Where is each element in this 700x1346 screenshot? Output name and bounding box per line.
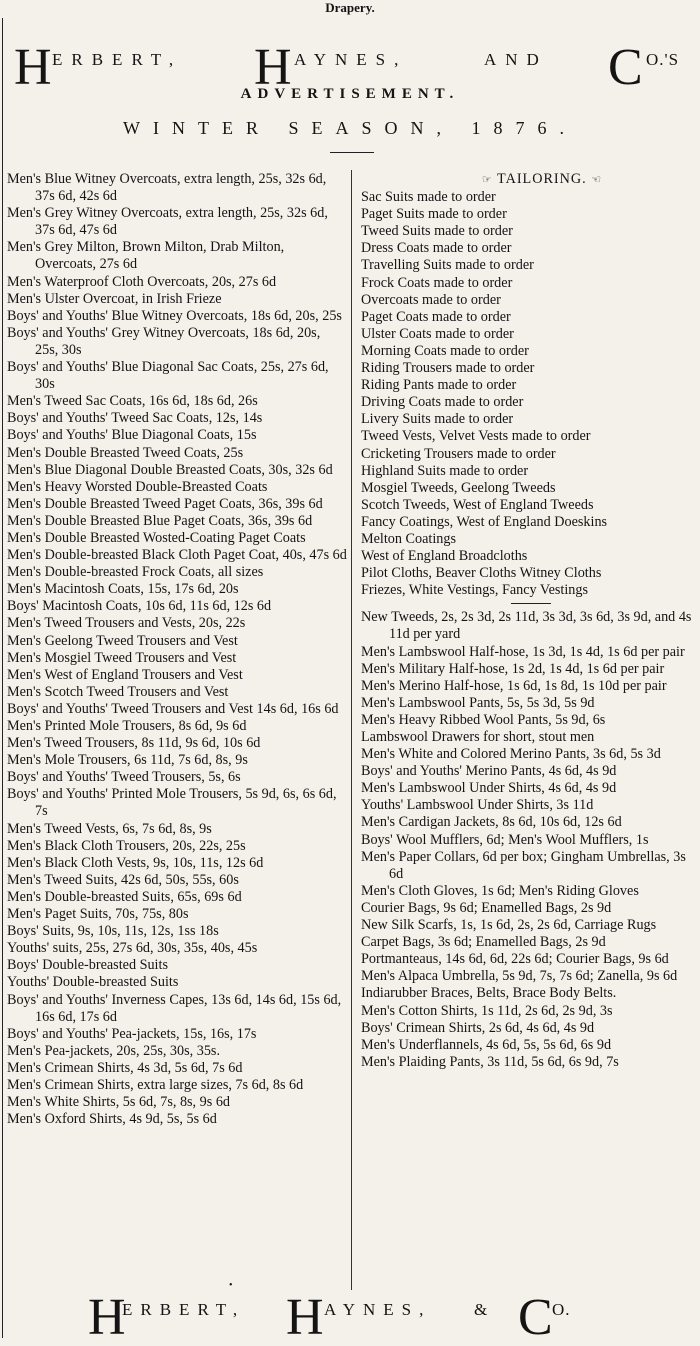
right-item: Boys' Wool Mufflers, 6d; Men's Wool Mufflers, 1s <box>361 831 649 848</box>
right-item: Men's Cloth Gloves, 1s 6d; Men's Riding Gloves <box>361 882 639 899</box>
tailoring-item: Melton Coatings <box>361 530 456 547</box>
left-item: Men's Grey Milton, Brown Milton, Drab Milton, Overcoats, 27s 6d <box>7 239 285 273</box>
left-item: Youths' Double-breasted Suits <box>7 974 179 991</box>
left-item: Boys' and Youths' Blue Witney Overcoats, 18s 6d, 20s, 25s <box>7 307 342 324</box>
tailoring-item: West of England Broadcloths <box>361 548 528 565</box>
tailoring-item: Pilot Cloths, Beaver Cloths Witney Cloths <box>361 565 602 582</box>
tailoring-item: Travelling Suits made to order <box>361 257 534 274</box>
footer-word-co: O. <box>552 1300 571 1319</box>
tailoring-item: Highland Suits made to order <box>361 462 529 479</box>
advertisement-title: ADVERTISEMENT. <box>240 86 460 102</box>
left-item: Men's Mole Trousers, 6s 11d, 7s 6d, 8s, 9s <box>7 752 248 769</box>
left-item: Men's Oxford Shirts, 4s 9d, 5s, 5s 6d <box>7 1111 217 1128</box>
left-item: Men's Double Breasted Wosted-Coating Paget Coats <box>7 529 306 546</box>
left-item: Men's Pea-jackets, 20s, 25s, 30s, 35s. <box>7 1042 220 1059</box>
hand-pointing-right-icon: ☞ <box>481 174 493 186</box>
left-column <box>7 171 347 1128</box>
tailoring-item: Riding Trousers made to order <box>361 360 535 377</box>
right-item: Men's Merino Half-hose, 1s 6d, 1s 8d, 1s 10d per pair <box>361 677 667 694</box>
tailoring-item: Friezes, White Vestings, Fancy Vestings <box>361 582 588 599</box>
column-divider <box>351 170 352 1290</box>
left-item: Men's Tweed Trousers and Vests, 20s, 22s <box>7 615 246 632</box>
tailoring-item: Ulster Coats made to order <box>361 325 514 342</box>
left-item: Men's White Shirts, 5s 6d, 7s, 8s, 9s 6d <box>7 1094 231 1111</box>
right-item: Portmanteaus, 14s 6d, 6d, 22s 6d; Courier Bags, 9s 6d <box>361 951 669 968</box>
left-item: Boys' and Youths' Tweed Trousers and Vest 14s 6d, 16s 6d <box>7 700 339 717</box>
right-column <box>361 171 693 1071</box>
firm-initial-h1: H <box>14 39 52 96</box>
firm-initial-c: C <box>608 39 643 96</box>
right-item: Men's Lambswool Pants, 5s, 5s 3d, 5s 9d <box>361 694 595 711</box>
tailoring-item: Fancy Coatings, West of England Doeskins <box>361 513 608 530</box>
right-item: Boys' Crimean Shirts, 2s 6d, 4s 6d, 4s 9d <box>361 1019 595 1036</box>
left-item: Men's Crimean Shirts, 4s 3d, 5s 6d, 7s 6d <box>7 1059 243 1076</box>
left-item: Men's Double-breasted Black Cloth Paget Coat, 40s, 47s 6d <box>7 547 347 564</box>
left-item: Men's Heavy Worsted Double-Breasted Coats <box>7 478 268 495</box>
firm-word-and: AND <box>484 50 548 69</box>
left-item: Boys' and Youths' Printed Mole Trousers, 5s 9d, 6s, 6s 6d, 7s <box>7 786 337 820</box>
right-item: Men's Lambswool Under Shirts, 4s 6d, 4s 9d <box>361 780 617 797</box>
left-item: Men's Black Cloth Vests, 9s, 10s, 11s, 12s 6d <box>7 854 264 871</box>
left-item: Men's Double-breasted Frock Coats, all sizes <box>7 564 264 581</box>
left-item: Men's Ulster Overcoat, in Irish Frieze <box>7 290 222 307</box>
right-item: Men's Cardigan Jackets, 8s 6d, 10s 6d, 12s 6d <box>361 814 622 831</box>
footer-word-herbert: ERBERT, <box>122 1300 246 1319</box>
title-rule <box>330 152 374 153</box>
left-item: Men's Double Breasted Tweed Coats, 25s <box>7 444 244 461</box>
right-item: Boys' and Youths' Merino Pants, 4s 6d, 4s 9d <box>361 763 617 780</box>
footer-ampersand: & <box>474 1300 496 1319</box>
footer-initial-h2: H <box>286 1289 324 1346</box>
left-item: Men's Scotch Tweed Trousers and Vest <box>7 683 229 700</box>
left-item: Men's Geelong Tweed Trousers and Vest <box>7 632 238 649</box>
left-item: Men's Blue Witney Overcoats, extra length, 25s, 32s 6d, 37s 6d, 42s 6d <box>7 171 327 205</box>
right-item: Men's Lambswool Half-hose, 1s 3d, 1s 4d, 1s 6d per pair <box>361 643 685 660</box>
left-item: Boys' and Youths' Grey Witney Overcoats, 18s 6d, 20s, 25s, 30s <box>7 324 321 358</box>
left-item: Men's Waterproof Cloth Overcoats, 20s, 27s 6d <box>7 273 277 290</box>
season-title: WINTER SEASON, 1876. <box>123 118 577 138</box>
tailoring-item: Mosgiel Tweeds, Geelong Tweeds <box>361 479 556 496</box>
left-item: Boys' and Youths' Pea-jackets, 15s, 16s, 17s <box>7 1025 257 1042</box>
left-item: Boys' and Youths' Inverness Capes, 13s 6d, 14s 6d, 15s 6d, 16s 6d, 17s 6d <box>7 991 342 1025</box>
left-item: Men's Paget Suits, 70s, 75s, 80s <box>7 906 189 923</box>
left-item: Men's Double Breasted Tweed Paget Coats, 36s, 39s 6d <box>7 495 323 512</box>
left-item: Boys' Suits, 9s, 10s, 11s, 12s, 1ss 18s <box>7 923 219 940</box>
firm-name-footer <box>88 1289 648 1346</box>
left-item: Men's Tweed Trousers, 8s 11d, 9s 6d, 10s 6d <box>7 735 261 752</box>
tailoring-item: Paget Coats made to order <box>361 308 511 325</box>
section-rule <box>511 603 551 604</box>
tailoring-item: Tweed Suits made to order <box>361 223 513 240</box>
tailoring-item: Overcoats made to order <box>361 291 501 308</box>
right-item: Youths' Lambswool Under Shirts, 3s 11d <box>361 797 594 814</box>
left-item: Boys' and Youths' Blue Diagonal Sac Coats, 25s, 27s 6d, 30s <box>7 359 329 393</box>
left-item: Men's Printed Mole Trousers, 8s 6d, 9s 6d <box>7 718 247 734</box>
left-item: Men's Macintosh Coats, 15s, 17s 6d, 20s <box>7 581 239 598</box>
tailoring-item: Riding Pants made to order <box>361 377 517 394</box>
tailoring-item: Paget Suits made to order <box>361 206 507 223</box>
left-item: Boys' and Youths' Blue Diagonal Coats, 15s <box>7 427 257 444</box>
right-item: New Tweeds, 2s, 2s 3d, 2s 11d, 3s 3d, 3s 6d, 3s 9d, and 4s 11d per yard <box>361 609 692 643</box>
left-item: Men's Mosgiel Tweed Trousers and Vest <box>7 649 237 666</box>
tailoring-item: Dress Coats made to order <box>361 240 512 257</box>
right-item: Men's Alpaca Umbrella, 5s 9d, 7s, 7s 6d; Zanella, 9s 6d <box>361 968 678 985</box>
firm-word-herbert: ERBERT, <box>52 50 183 69</box>
right-item: Men's White and Colored Merino Pants, 3s 6d, 5s 3d <box>361 746 661 763</box>
right-item: Men's Underflannels, 4s 6d, 5s, 5s 6d, 6s 9d <box>361 1036 612 1053</box>
left-item: Boys' and Youths' Tweed Trousers, 5s, 6s <box>7 769 241 786</box>
right-item: Courier Bags, 9s 6d; Enamelled Bags, 2s 9d <box>361 899 612 916</box>
firm-word-co: O.'S <box>646 50 680 69</box>
left-item: Men's Blue Diagonal Double Breasted Coats, 30s, 32s 6d <box>7 461 333 478</box>
section-label: Drapery. <box>325 0 375 15</box>
left-item: Boys' Macintosh Coats, 10s 6d, 11s 6d, 12s 6d <box>7 598 272 615</box>
right-item: Men's Heavy Ribbed Wool Pants, 5s 9d, 6s <box>361 711 606 728</box>
left-item: Men's Double-breasted Suits, 65s, 69s 6d <box>7 888 242 905</box>
firm-word-haynes: AYNES, <box>294 50 408 69</box>
left-item: Men's Tweed Suits, 42s 6d, 50s, 55s, 60s <box>7 871 239 888</box>
left-item: Men's West of England Trousers and Vest <box>7 666 243 683</box>
tailoring-item: Morning Coats made to order <box>361 342 529 359</box>
right-item: Men's Military Half-hose, 1s 2d, 1s 4d, 1s 6d per pair <box>361 660 665 677</box>
footer-initial-h1: H <box>88 1289 126 1346</box>
ornament-mark: • <box>229 1280 233 1291</box>
left-item: Men's Tweed Sac Coats, 16s 6d, 18s 6d, 26s <box>7 393 258 410</box>
tailoring-item: Scotch Tweeds, West of England Tweeds <box>361 496 594 513</box>
firm-initial-h2: H <box>254 39 292 96</box>
tailoring-item: Tweed Vests, Velvet Vests made to order <box>361 428 591 445</box>
right-item: Men's Plaiding Pants, 3s 11d, 5s 6d, 6s 9d, 7s <box>361 1053 619 1070</box>
left-item: Boys' and Youths' Tweed Sac Coats, 12s, 14s <box>7 410 263 427</box>
tailoring-item: Sac Suits made to order <box>361 189 496 206</box>
tailoring-item: Driving Coats made to order <box>361 394 524 411</box>
footer-word-haynes: AYNES, <box>324 1300 432 1319</box>
hand-pointing-left-icon: ☜ <box>591 174 603 186</box>
left-item: Men's Grey Witney Overcoats, extra length, 25s, 32s 6d, 37s 6d, 47s 6d <box>7 205 328 239</box>
left-border-rule <box>2 18 3 1338</box>
tailoring-item: Livery Suits made to order <box>361 411 514 428</box>
tailoring-heading <box>361 171 693 189</box>
left-item: Men's Tweed Vests, 6s, 7s 6d, 8s, 9s <box>7 820 212 837</box>
right-item: New Silk Scarfs, 1s, 1s 6d, 2s, 2s 6d, Carriage Rugs <box>361 917 657 934</box>
right-item: Men's Paper Collars, 6d per box; Gingham Umbrellas, 3s 6d <box>361 848 686 882</box>
right-item: Men's Cotton Shirts, 1s 11d, 2s 6d, 2s 9d, 3s <box>361 1002 613 1019</box>
left-item: Boys' Double-breasted Suits <box>7 957 168 974</box>
right-item: Lambswool Drawers for short, stout men <box>361 729 595 745</box>
tailoring-item: Frock Coats made to order <box>361 274 513 291</box>
tailoring-title: TAILORING. <box>497 171 587 187</box>
right-item: Indiarubber Braces, Belts, Brace Body Belts. <box>361 985 617 1002</box>
left-item: Men's Black Cloth Trousers, 20s, 22s, 25s <box>7 837 246 854</box>
footer-initial-c: C <box>518 1289 553 1346</box>
left-item: Youths' suits, 25s, 27s 6d, 30s, 35s, 40s, 45s <box>7 940 258 957</box>
left-item: Men's Double Breasted Blue Paget Coats, 36s, 39s 6d <box>7 512 313 529</box>
tailoring-item: Cricketing Trousers made to order <box>361 445 556 462</box>
left-item: Men's Crimean Shirts, extra large sizes, 7s 6d, 8s 6d <box>7 1076 304 1093</box>
right-item: Carpet Bags, 3s 6d; Enamelled Bags, 2s 9d <box>361 934 606 951</box>
